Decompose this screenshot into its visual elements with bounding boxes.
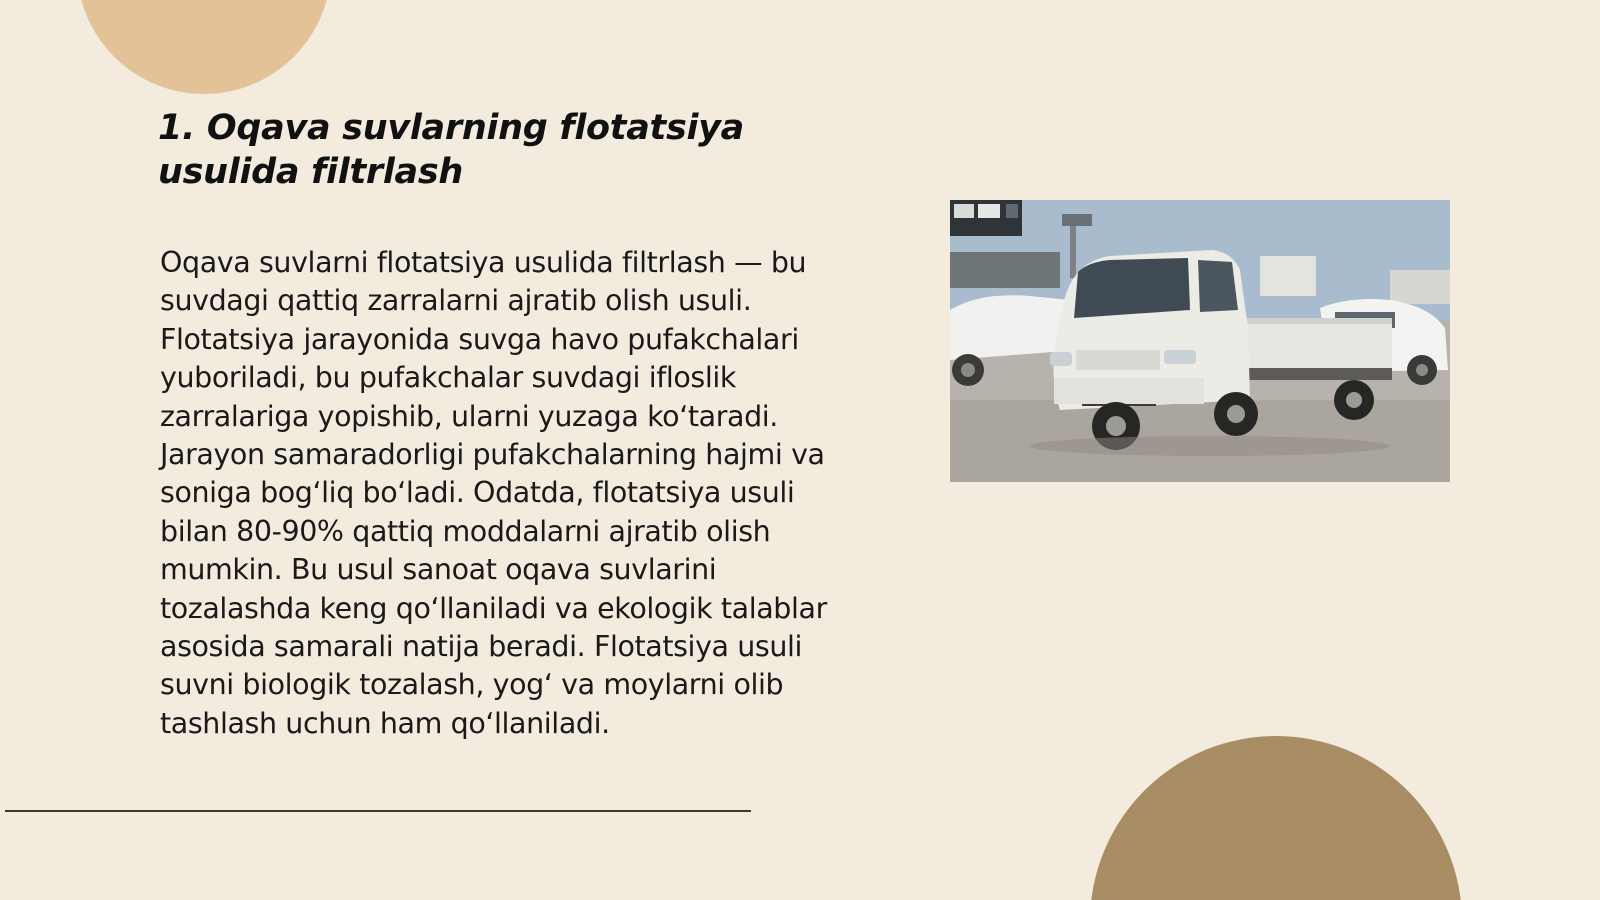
- slide-body-text: Oqava suvlarni flotatsiya usulida filtrlash — bu suvdagi qattiq zarralarni ajratib olish usuli. Flotatsiya jarayonida suvga havo pufakchalari yuboriladi, bu pufakchalar suvdagi ifloslik zarralariga yopishib, ularni yuzaga koʻtaradi. Jarayon samaradorligi pufakchalarning hajmi va soniga bogʻliq boʻladi. Odatda, flotatsiya usuli bilan 80-90% qattiq moddalarni ajratib olish mumkin. Bu usul sanoat oqava suvlarini tozalashda keng qoʻllaniladi va ekologik talablar asosida samarali natija beradi. Flotatsiya usuli suvni biologik tozalash, yogʻ va moylarni olib tashlash uchun ham qoʻllaniladi.: [160, 246, 827, 740]
- decorative-circle-top: [77, 0, 331, 94]
- truck-photo: [950, 200, 1450, 482]
- divider-line: [5, 810, 751, 812]
- slide-title: 1. Oqava suvlarning flotatsiya usulida filtrlash: [158, 108, 745, 192]
- decorative-circle-bottom: [1090, 736, 1462, 900]
